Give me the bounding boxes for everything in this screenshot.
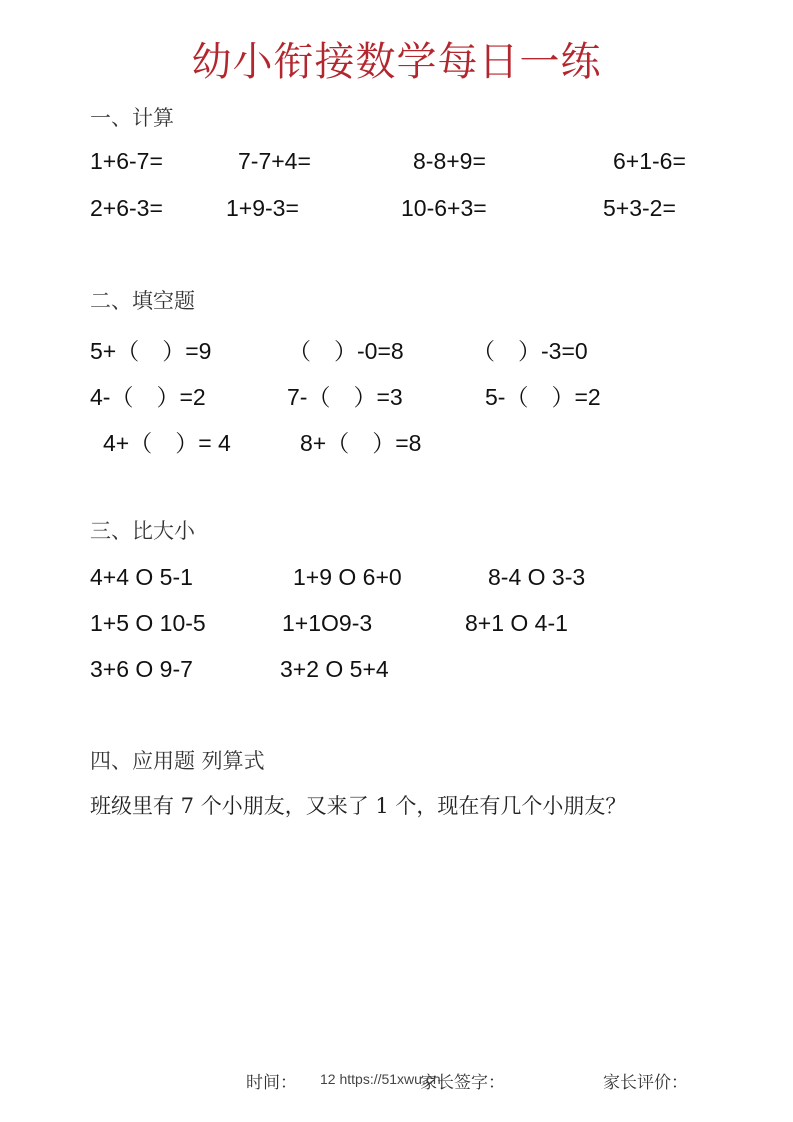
fill-in-problem: （ ）-0=8 [288, 338, 404, 364]
compare-problem: 1+1O9-3 [282, 610, 373, 636]
fill-in-problem: 4-（ ）=2 [90, 384, 206, 410]
section-heading-word-problem: 四、应用题 列算式 [90, 749, 265, 773]
compare-problem: 1+5 O 10-5 [90, 610, 206, 636]
compare-problem: 3+6 O 9-7 [90, 656, 193, 682]
calc-problem: 1+9-3= [226, 195, 299, 221]
calc-problem: 10-6+3= [401, 195, 487, 221]
fill-in-problem: （ ）-3=0 [472, 338, 588, 364]
compare-problem: 8+1 O 4-1 [465, 610, 568, 636]
calc-problem: 7-7+4= [238, 148, 311, 174]
footer-watermark: 12 https://51xwu.cn [320, 1071, 441, 1087]
fill-in-problem: 8+（ ）=8 [300, 430, 422, 456]
calc-problem: 5+3-2= [603, 195, 676, 221]
fill-in-problem: 5+（ ）=9 [90, 338, 212, 364]
calc-problem: 6+1-6= [613, 148, 686, 174]
fill-in-problem: 5-（ ）=2 [485, 384, 601, 410]
page-title: 幼小衔接数学每日一练 [191, 39, 602, 85]
footer-signature-label: 家长签字： [420, 1073, 505, 1093]
compare-problem: 3+2 O 5+4 [280, 656, 389, 682]
compare-problem: 8-4 O 3-3 [488, 564, 586, 590]
calc-problem: 1+6-7= [90, 148, 163, 174]
section-heading-calculation: 一、计算 [90, 106, 174, 130]
calc-problem: 2+6-3= [90, 195, 163, 221]
fill-in-problem: 7-（ ）=3 [287, 384, 403, 410]
compare-problem: 1+9 O 6+0 [293, 564, 402, 590]
section-heading-compare: 三、比大小 [90, 519, 195, 543]
fill-in-problem: 4+（ ）= 4 [103, 430, 231, 456]
word-problem-question: 班级里有 7 个小朋友，又来了 1 个，现在有几个小朋友？ [90, 794, 627, 818]
footer-time-label: 时间： [246, 1073, 297, 1093]
section-heading-fill-in: 二、填空题 [90, 289, 195, 313]
footer-evaluation-label: 家长评价： [603, 1073, 688, 1093]
compare-problem: 4+4 O 5-1 [90, 564, 193, 590]
calc-problem: 8-8+9= [413, 148, 486, 174]
